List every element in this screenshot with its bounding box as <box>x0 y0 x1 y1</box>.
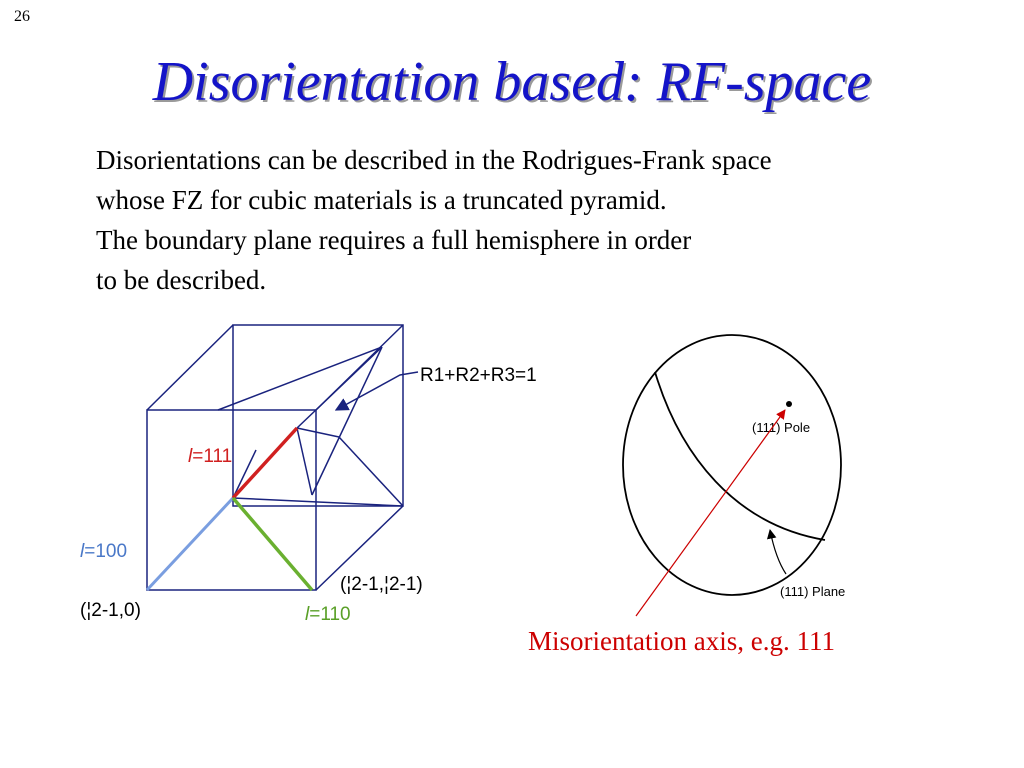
slide-number: 26 <box>14 8 30 25</box>
misorientation-caption: Misorientation axis, e.g. 111 <box>528 626 835 656</box>
plane-great-circle <box>655 372 825 540</box>
cube-edge-tl <box>147 325 233 410</box>
l100-line <box>147 498 233 590</box>
l110-label: l=110 <box>305 604 351 625</box>
plane-pointer-arrow <box>770 530 786 574</box>
body-line-1: Disorientations can be described in the Rodrigues-Frank space <box>96 145 772 175</box>
plane-label: (111) Plane <box>780 584 846 599</box>
misorientation-arrow <box>636 410 785 616</box>
fz-edge-6 <box>339 437 403 506</box>
fz-edge-7 <box>233 498 403 506</box>
pole-label: (111) Pole <box>752 420 811 435</box>
slide-title: Disorientation based: RF-space <box>152 51 872 113</box>
point-a-label: (¦2-1,¦2-1) <box>340 574 423 595</box>
l111-label: l=111 <box>188 446 233 467</box>
fz-edge-4 <box>297 428 312 495</box>
fz-edge-3 <box>297 347 382 428</box>
pole-dot <box>786 401 792 407</box>
body-line-4: to be described. <box>96 265 267 295</box>
plane-equation-label: R1+R2+R3=1 <box>420 365 537 386</box>
stereographic-sphere <box>623 335 845 599</box>
l111-line <box>233 428 297 498</box>
l100-label: l=100 <box>80 541 128 562</box>
fz-edge-8 <box>233 450 256 498</box>
l110-line <box>233 498 312 590</box>
body-line-3: The boundary plane requires a full hemisphere in order <box>96 225 692 255</box>
body-line-2: whose FZ for cubic materials is a truncated pyramid. <box>96 185 667 215</box>
fz-edge-5 <box>297 428 339 437</box>
point-b-label: (¦2-1,0) <box>80 600 141 621</box>
